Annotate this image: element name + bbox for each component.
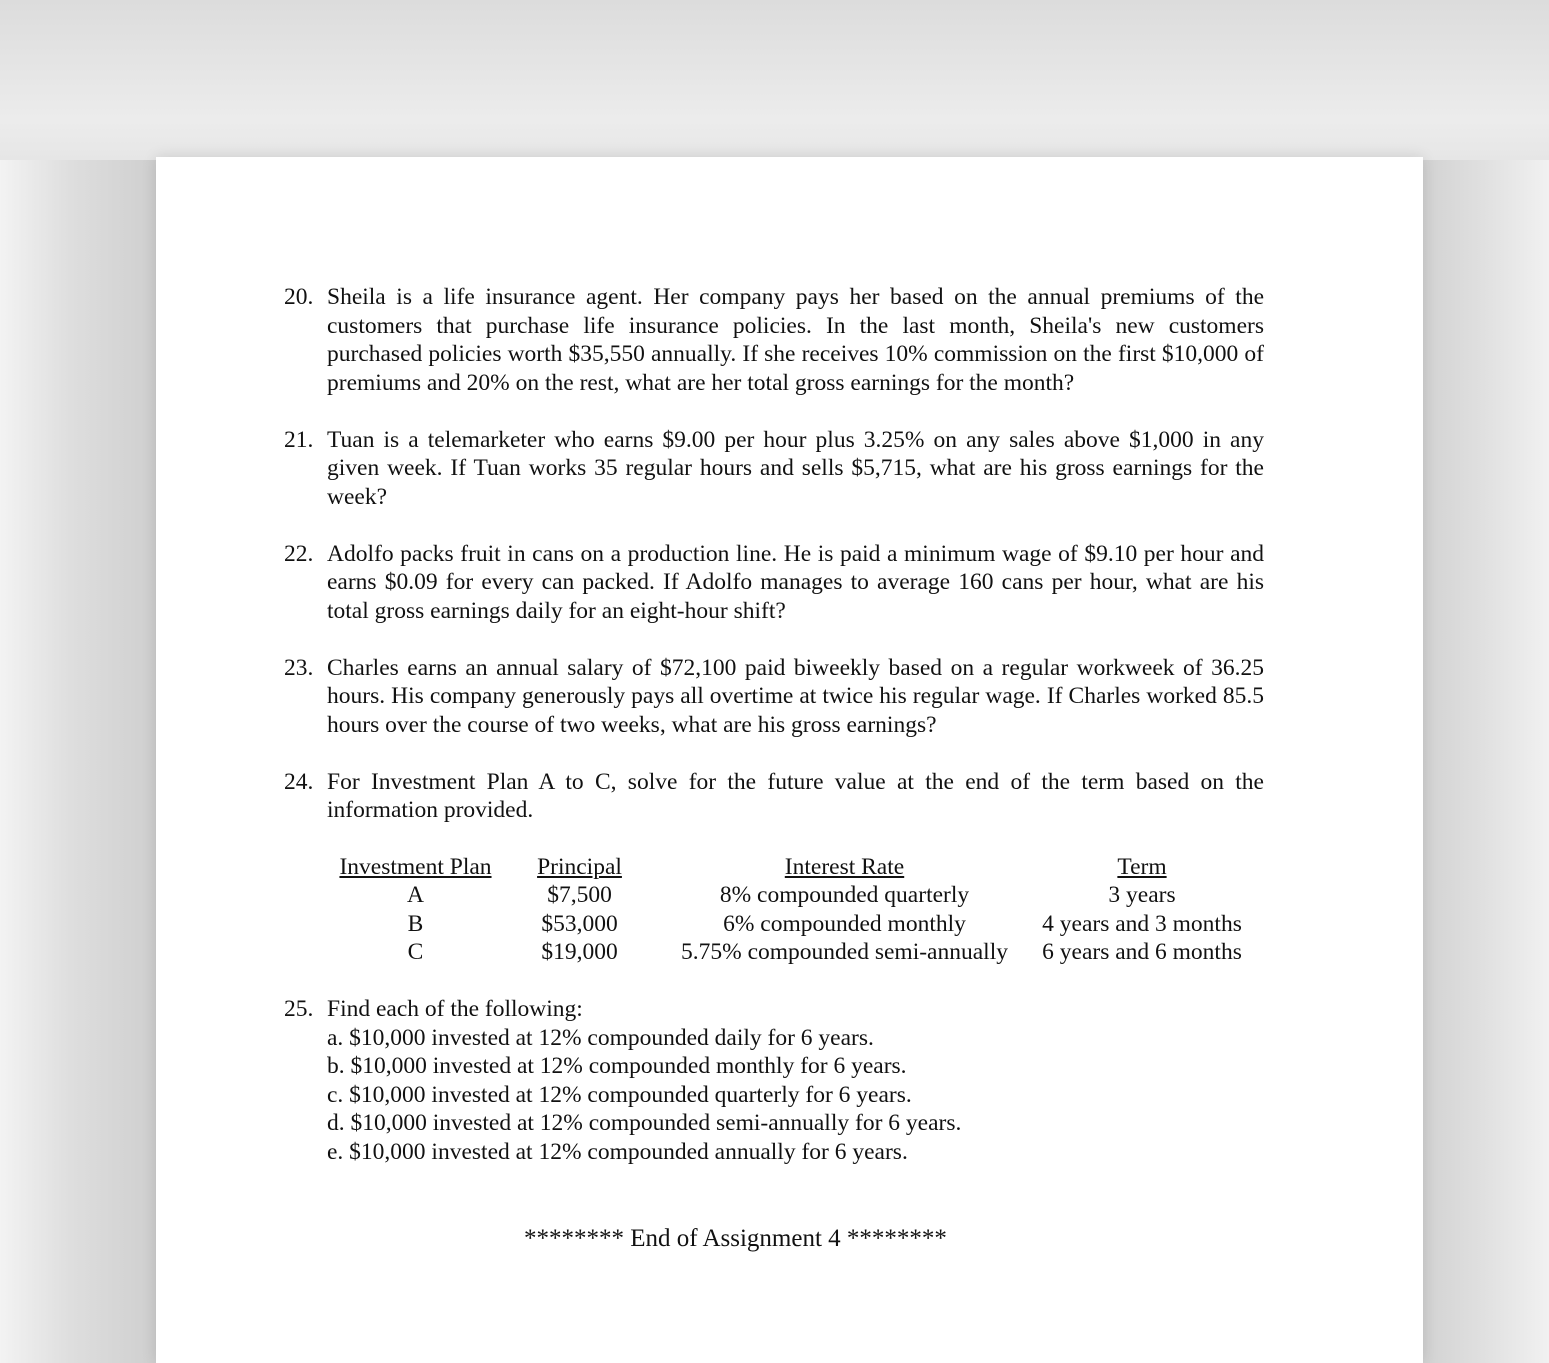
- question-25: [284, 995, 1264, 1166]
- question-20: [284, 283, 1264, 397]
- question-number: 22.: [284, 540, 314, 567]
- list-item: e. $10,000 invested at 12% compounded annually for 6 years.: [327, 1138, 908, 1165]
- table-row: [334, 910, 1257, 939]
- background-shade-right: [1423, 160, 1549, 1363]
- question-number: 24.: [284, 768, 314, 795]
- question-22: [284, 540, 1264, 626]
- question-number: 20.: [284, 284, 314, 310]
- question-text: For Investment Plan A to C, solve for the future value at the end of the term based on the information provided.: [327, 768, 1264, 823]
- background-shade-left: [0, 160, 156, 1363]
- cell-principal: $7,500: [547, 882, 612, 908]
- list-item: b. $10,000 invested at 12% compounded monthly for 6 years.: [327, 1053, 907, 1079]
- header-investment-plan: Investment Plan: [339, 853, 492, 880]
- header-term: Term: [1117, 853, 1167, 880]
- document-page: [156, 157, 1423, 1363]
- question-number: 21.: [284, 426, 314, 453]
- list-item: c. $10,000 invested at 12% compounded quarterly for 6 years.: [327, 1081, 912, 1108]
- question-text: Sheila is a life insurance agent. Her company pays her based on the annual premiums of the customers that purchase life insurance policies. In the last month, Sheila's new customers purchased policies worth $35,550 annually. If she receives 10% commission on the first $10,000 of premiums and 20% on the rest, what are her total gross earnings for the month?: [327, 284, 1264, 396]
- cell-plan: C: [407, 939, 424, 965]
- assignment-content: [284, 283, 1264, 1195]
- cell-term: 4 years and 3 months: [1042, 910, 1242, 937]
- question-24: [284, 768, 1264, 825]
- question-number: 25.: [284, 996, 314, 1022]
- question-23: [284, 654, 1264, 740]
- header-interest-rate: Interest Rate: [784, 853, 905, 880]
- table-header-row: [334, 853, 1257, 882]
- header-principal: Principal: [537, 853, 622, 880]
- question-number: 23.: [284, 654, 314, 681]
- table-row: [334, 881, 1257, 910]
- investment-plan-table: [334, 853, 1257, 967]
- cell-rate: 8% compounded quarterly: [719, 882, 970, 908]
- cell-rate: 5.75% compounded semi-annually: [681, 939, 1008, 965]
- list-item: d. $10,000 invested at 12% compounded semi-annually for 6 years.: [327, 1110, 962, 1136]
- question-text: Tuan is a telemarketer who earns $9.00 per hour plus 3.25% on any sales above $1,000 in any given week. If Tuan works 35 regular hours and sells $5,715, what are his gross earnings for the week?: [327, 426, 1264, 510]
- cell-plan: B: [407, 910, 424, 937]
- question-text: Find each of the following:: [327, 996, 583, 1022]
- cell-rate: 6% compounded monthly: [723, 910, 966, 937]
- question-text: Adolfo packs fruit in cans on a production line. He is paid a minimum wage of $9.10 per hour and earns $0.09 for every can packed. If Adolfo manages to average 160 cans per hour, what are his total gross earnings daily for an eight-hour shift?: [327, 540, 1264, 624]
- list-item: a. $10,000 invested at 12% compounded daily for 6 years.: [327, 1024, 874, 1051]
- cell-principal: $53,000: [541, 910, 618, 937]
- question-21: [284, 426, 1264, 512]
- cell-plan: A: [407, 882, 424, 908]
- end-of-assignment-text: ******** End of Assignment 4 ********: [524, 1225, 947, 1252]
- question-text: Charles earns an annual salary of $72,100 paid biweekly based on a regular workweek of 36.25 hours. His company generously pays all overtime at twice his regular wage. If Charles worked 85.5 hours over the course of two weeks, what are his gross earnings?: [327, 654, 1264, 738]
- cell-principal: $19,000: [541, 939, 618, 965]
- cell-term: 3 years: [1108, 882, 1176, 908]
- cell-term: 6 years and 6 months: [1042, 939, 1242, 965]
- table-row: [334, 938, 1257, 967]
- q25-sub-items: [327, 1024, 1264, 1167]
